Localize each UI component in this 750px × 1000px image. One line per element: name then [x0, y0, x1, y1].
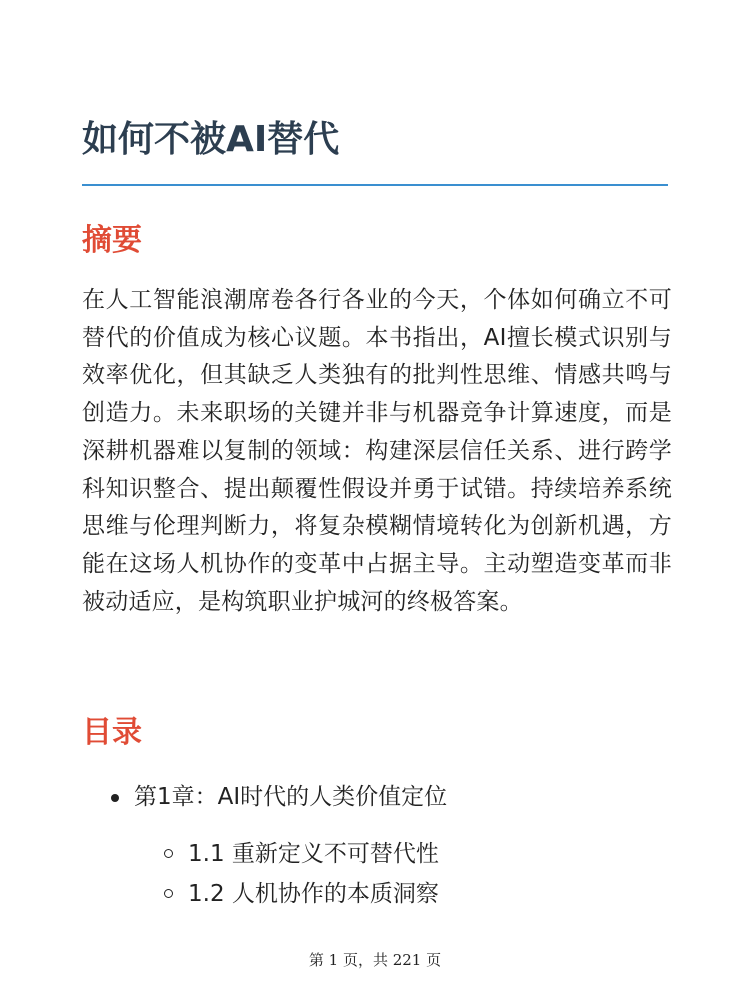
document-title: 如何不被AI替代	[82, 119, 340, 160]
toc-section-label: 1.1 重新定义不可替代性	[188, 841, 439, 867]
toc-heading: 目录	[82, 715, 142, 750]
bullet-disc-icon	[111, 794, 119, 802]
bullet-circle-icon	[164, 849, 173, 858]
toc-section-item	[162, 834, 447, 874]
document-page	[82, 0, 672, 1000]
toc-section-item	[162, 874, 447, 914]
abstract-heading: 摘要	[82, 223, 142, 258]
toc-section-list	[134, 834, 447, 914]
toc-chapter-item	[108, 778, 447, 914]
page-number-footer: 第 1 页，共 221 页	[308, 951, 442, 969]
toc-section-label: 1.2 人机协作的本质洞察	[188, 881, 439, 907]
abstract-paragraph: 在人工智能浪潮席卷各行各业的今天，个体如何确立不可替代的价值成为核心议题。本书指出，AI擅长模式识别与效率优化，但其缺乏人类独有的批判性思维、情感共鸣与创造力。未来职场的关键并非与机器竞争计算速度，而是深耕机器难以复制的领域：构建深层信任关系、进行跨学科知识整合、提出颠覆性假设并勇于试错。持续培养系统思维与伦理判断力，将复杂模糊情境转化为创新机遇，方能在这场人机协作的变革中占据主导。主动塑造变革而非被动适应，是构筑职业护城河的终极答案。	[82, 287, 672, 615]
toc-list	[108, 778, 447, 914]
title-divider	[82, 184, 668, 186]
toc-chapter-label: 第1章：AI时代的人类价值定位	[134, 784, 448, 810]
bullet-circle-icon	[164, 889, 173, 898]
